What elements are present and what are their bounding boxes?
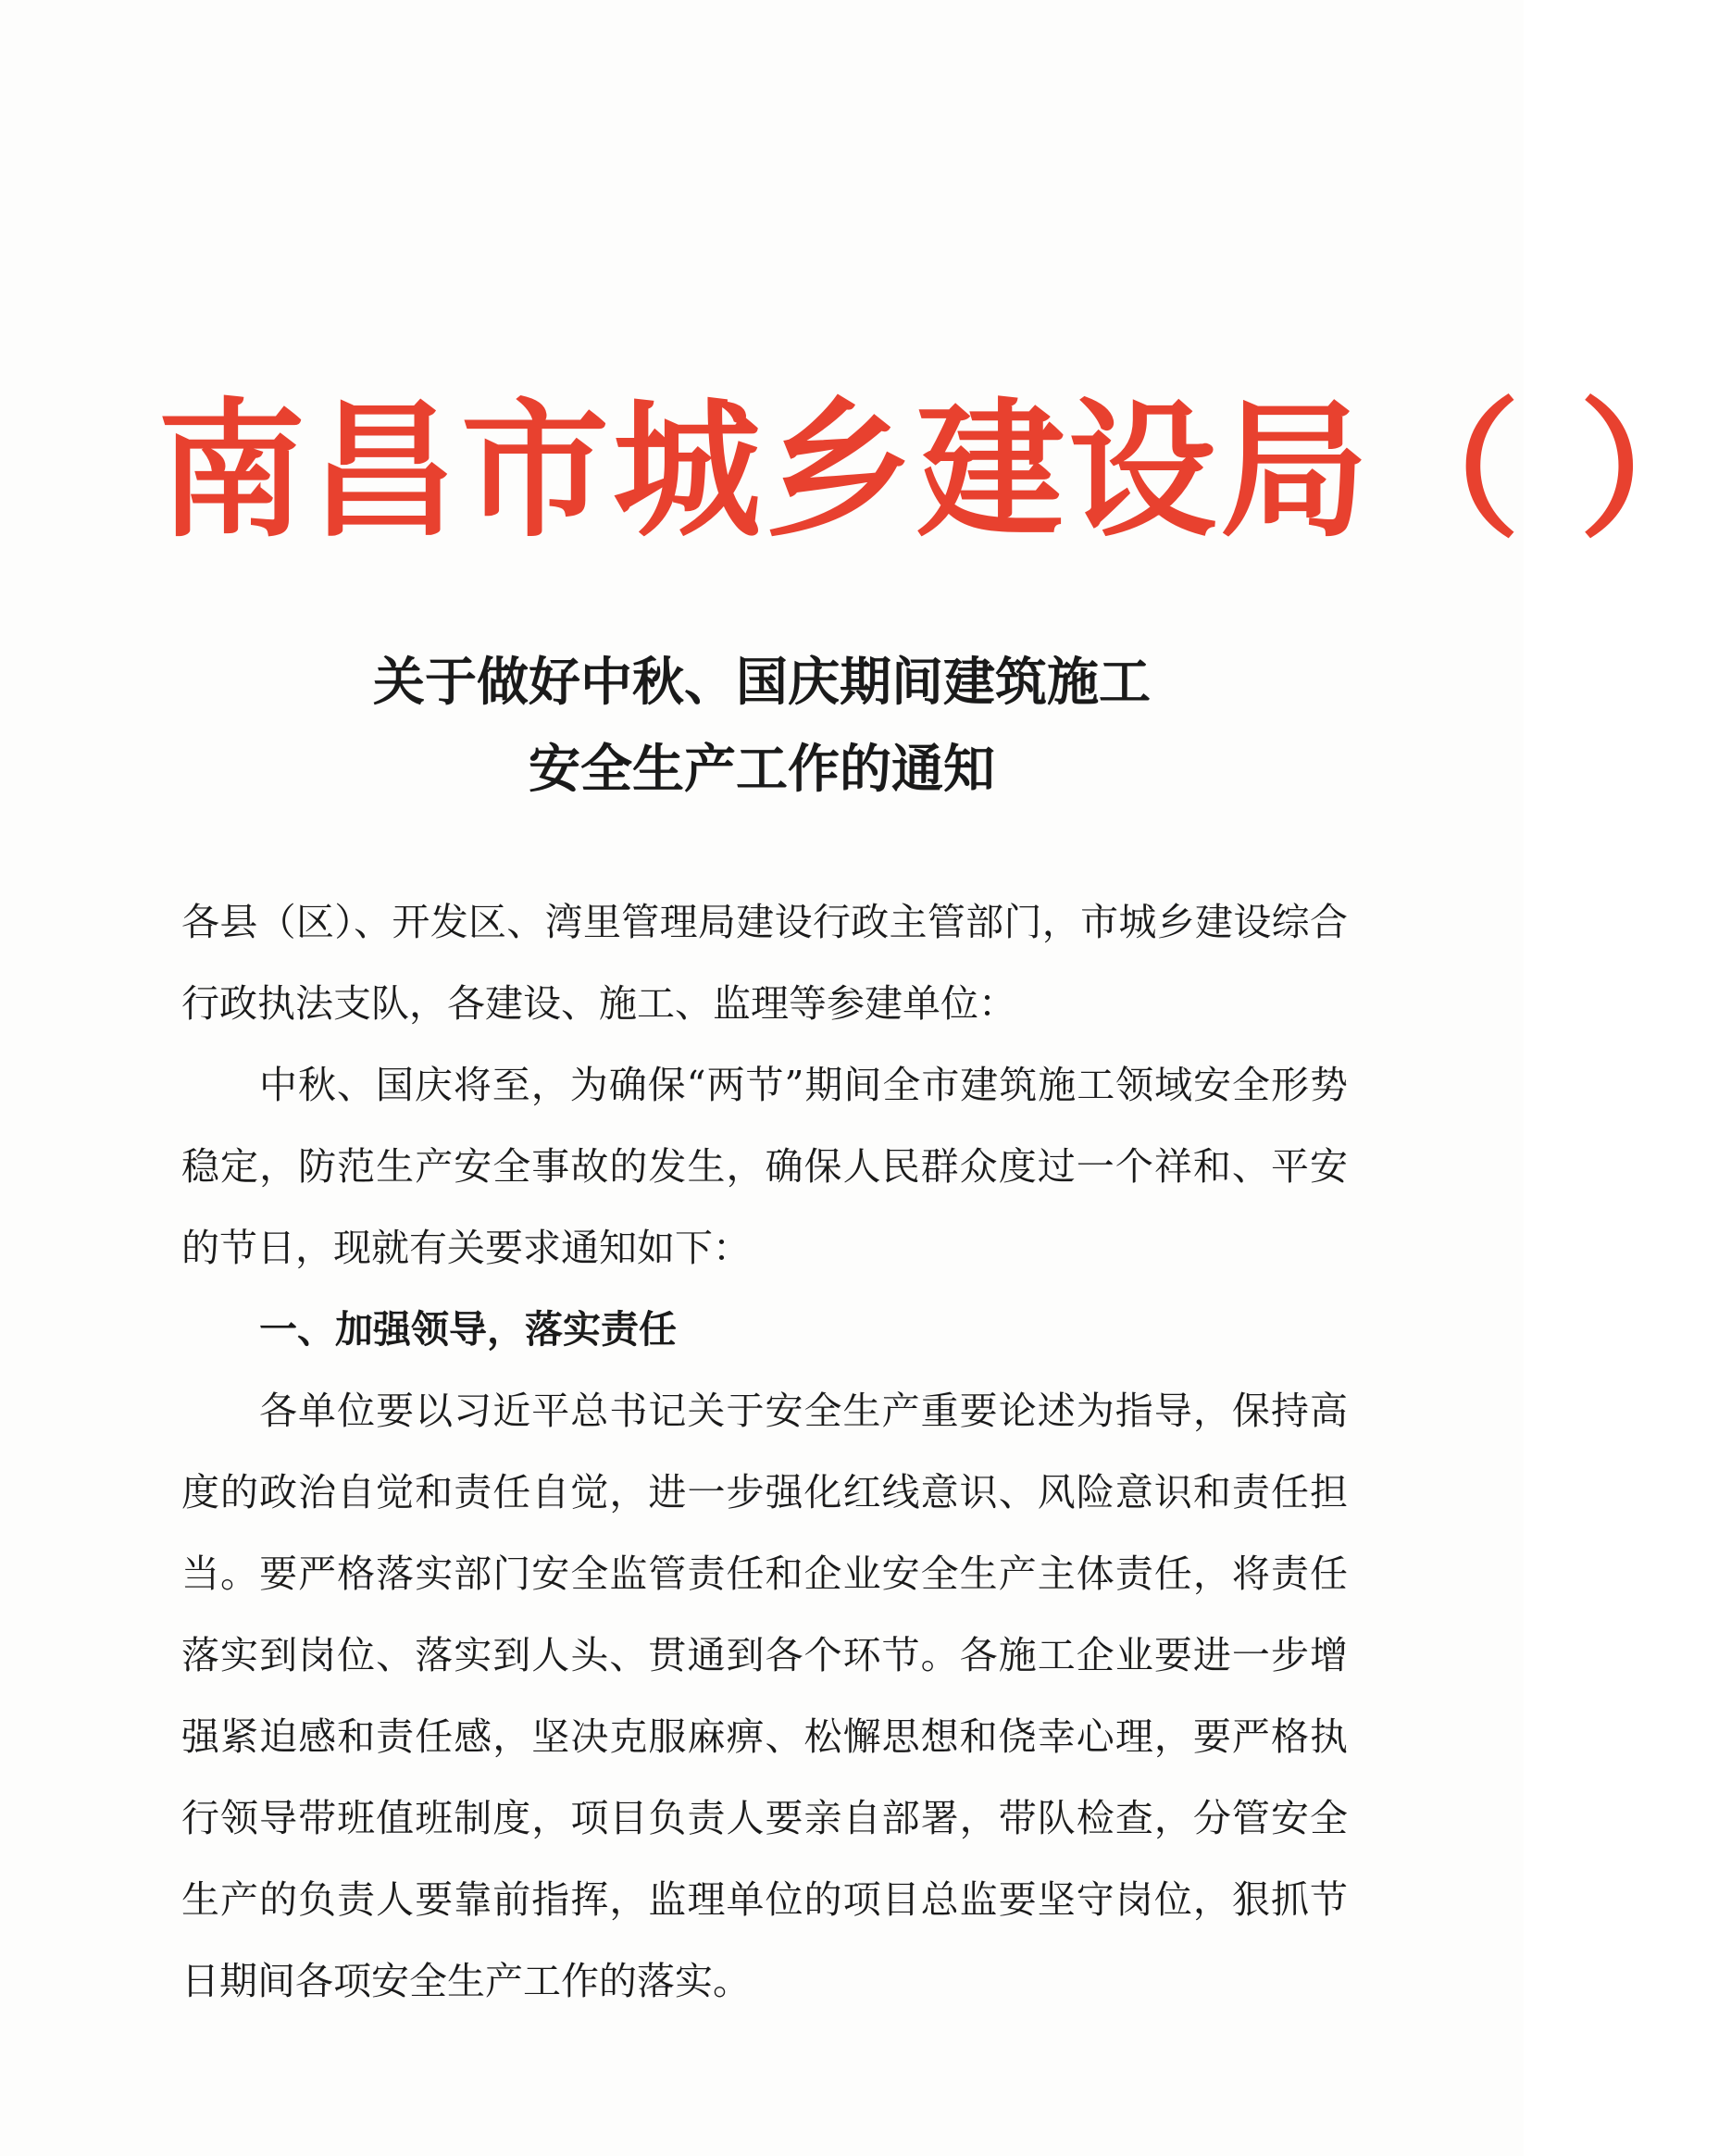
section-1-heading: 一、加强领导，落实责任: [259, 1307, 677, 1352]
notice-title-line-2: 安全生产工作的通知: [529, 739, 995, 800]
notice-title-line-1: 关于做好中秋、国庆期间建筑施工: [373, 652, 1151, 713]
recipients-paragraph: 各县（区）、开发区、湾里管理局建设行政主管部门，市城乡建设综合行政执法支队，各建设、施工、监理等参建单位：: [181, 900, 1348, 1026]
notice-body: [181, 881, 1348, 2022]
section-1-paragraph: 各单位要以习近平总书记关于安全生产重要论述为指导，保持高度的政治自觉和责任自觉，进一步强化红线意识、风险意识和责任担当。要严格落实部门安全监管责任和企业安全生产主体责任，将责任落实到岗位、落实到人头、贯通到各个环节。各施工企业要进一步增强紧迫感和责任感，坚决克服麻痹、松懈思想和侥幸心理，要严格执行领导带班值班制度，项目负责人要亲自部署，带队检查，分管安全生产的负责人要靠前指挥，监理单位的项目总监要坚守岗位，狠抓节日期间各项安全生产工作的落实。: [181, 1389, 1348, 2003]
issuer-header-title: 南昌市城乡建设局（ ）: [157, 383, 1731, 557]
intro-paragraph: 中秋、国庆将至，为确保“两节”期间全市建筑施工领域安全形势稳定，防范生产安全事故的发生，确保人民群众度过一个祥和、平安的节日，现就有关要求通知如下：: [181, 1063, 1348, 1270]
notice-title: [0, 639, 1524, 813]
